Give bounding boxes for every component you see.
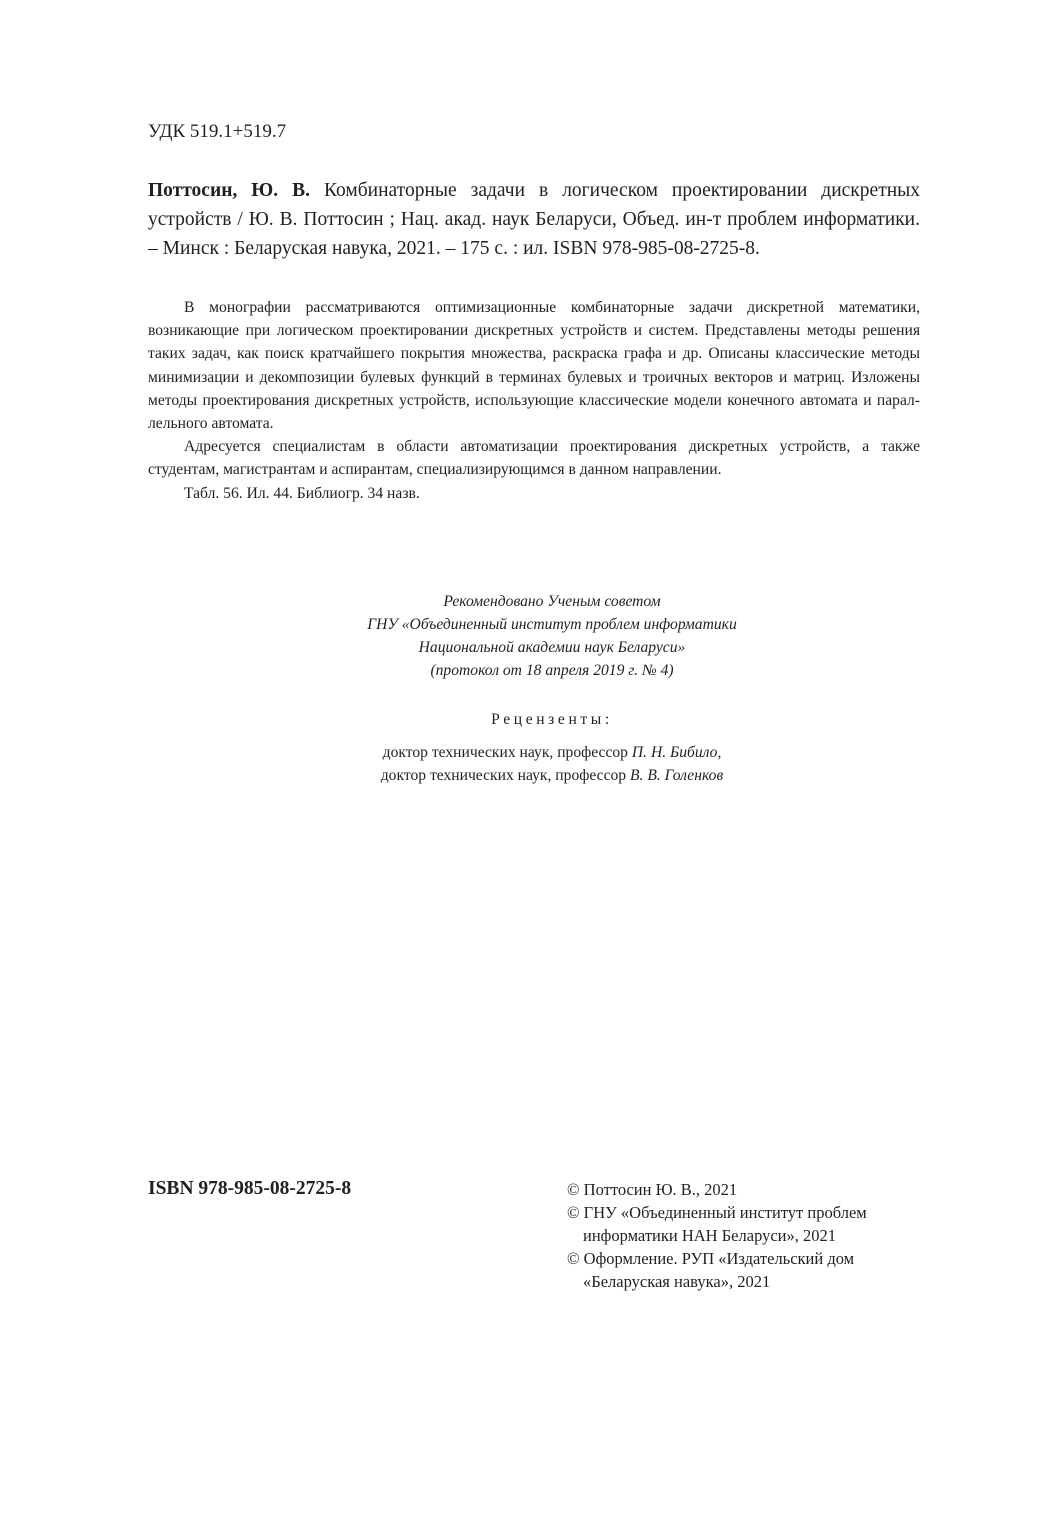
reviewer-title: доктор технических наук, профессор (382, 744, 632, 761)
reviewer-item (230, 741, 874, 764)
copyright-design: © Оформление. РУП «Издательский дом (567, 1249, 855, 1268)
abstract-stats: Табл. 56. Ил. 44. Библиогр. 34 назв. (184, 484, 420, 502)
reviewer-item (230, 764, 874, 787)
recommendation-block (230, 590, 874, 682)
copyright-block (567, 1178, 937, 1293)
recommendation-line: Рекомендовано Ученым советом (443, 593, 661, 610)
reviewers-heading: Рецензенты: (491, 711, 613, 728)
recommendation-line: (протокол от 18 апреля 2019 г. № 4) (430, 662, 674, 679)
copyright-author: © Поттосин Ю. В., 2021 (567, 1180, 738, 1199)
reviewer-name: В. В. Голенков (630, 767, 724, 784)
recommendation-line: Национальной академии наук Беларуси» (418, 639, 686, 656)
bib-author: Поттосин, Ю. В. (148, 180, 310, 201)
abstract-audience: Адресуется специалистам в области автоматизации проектирования дискретных устройств, а также студентам, магистрантам и аспирантам, специализирующимся в данном направлении. (148, 438, 920, 479)
isbn: ISBN 978-985-08-2725-8 (148, 1178, 352, 1199)
abstract-paragraph: В монографии рассматриваются оптимизационные комбинаторные задачи дискретной математики, возникающие при логическом проектировании дискретных устройств и систем. Представлены методы решения таких задач, как поиск кратчайшего покрытия множества, раскраска графа и др. Описаны классические методы минимизации и декомпозиции булевых функций в терминах булевых и троичных векторов и матриц. Изложены методы проектирования дискретных устройств, использующие классические модели конечного автомата и параллельного автомата. (148, 299, 920, 433)
reviewers-list (230, 741, 874, 787)
udk-code: УДК 519.1+519.7 (148, 121, 287, 142)
copyright-institute: © ГНУ «Объединенный институт проблем (567, 1203, 867, 1222)
abstract (148, 296, 920, 505)
reviewer-suffix: , (717, 744, 722, 761)
reviewer-name: П. Н. Бибило (631, 744, 718, 761)
reviewer-title: доктор технических наук, профессор (380, 767, 630, 784)
bibliographic-record (148, 176, 920, 263)
bib-description: Комбинаторные задачи в логическом проектировании дискретных устройств / Ю. В. Поттосин ; Нац. акад. наук Беларуси, Объед. ин-т проблем информатики. – Минск : Беларуская навука, 2021. – 175 с. : ил. ISBN 978-985-08-2725-8. (148, 180, 920, 259)
copyright-institute-cont: информатики НАН Беларуси», 2021 (583, 1226, 837, 1245)
recommendation-line: ГНУ «Объединенный институт проблем информатики (367, 616, 737, 633)
copyright-design-cont: «Беларуская навука», 2021 (583, 1272, 771, 1291)
